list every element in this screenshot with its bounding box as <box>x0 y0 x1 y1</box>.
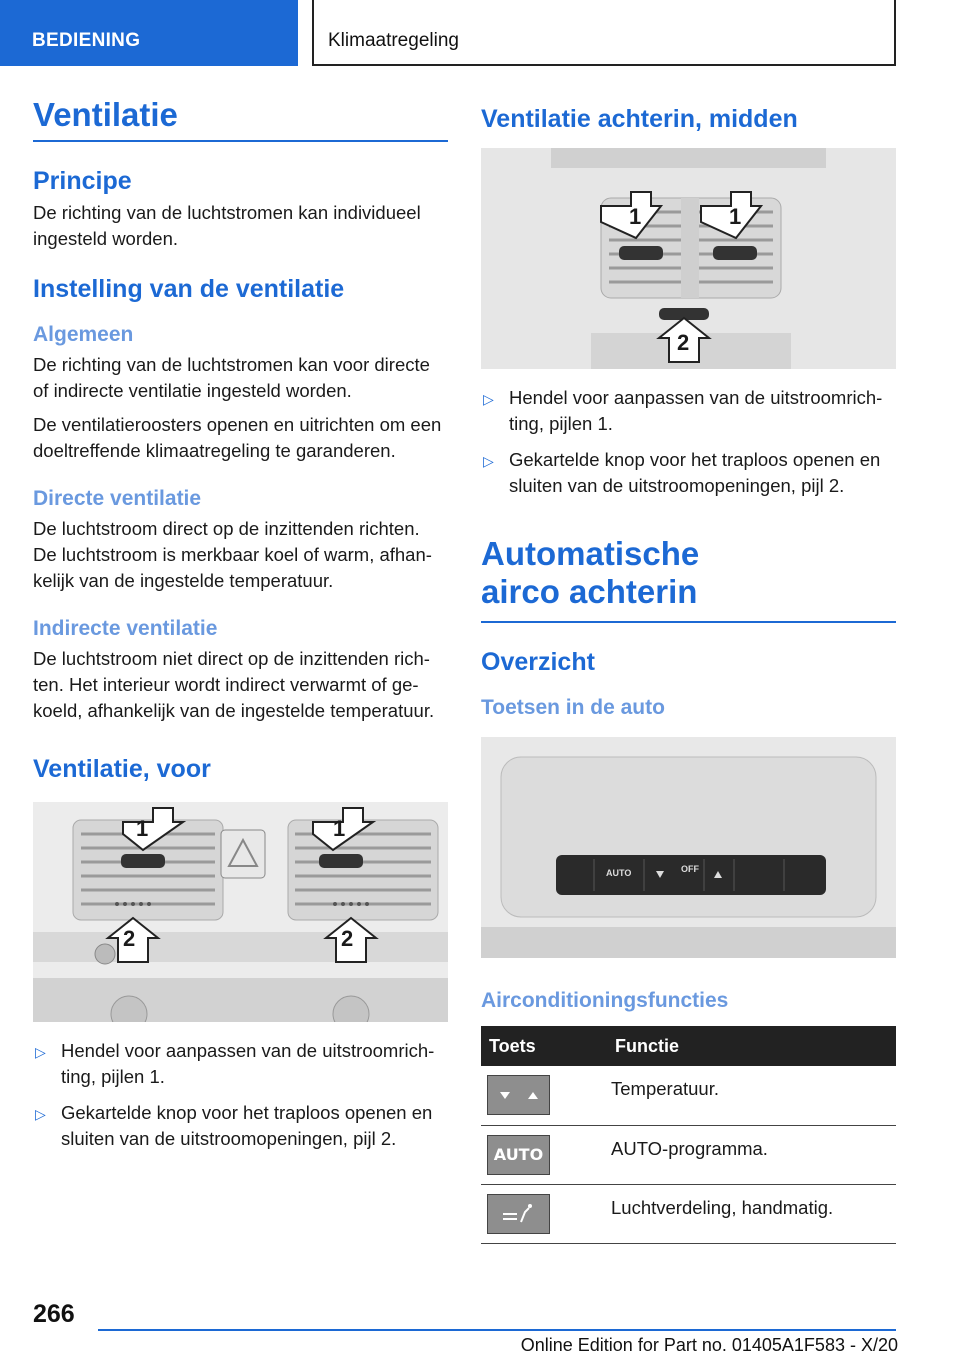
triangle-bullet-icon: ▷ <box>35 1044 46 1060</box>
front-vent-list <box>33 1038 448 1152</box>
callout-1-right: 1 <box>333 816 346 841</box>
rear-vent-list <box>481 385 896 499</box>
rear-control-panel-image <box>481 737 896 958</box>
function-cell: AUTO-programma. <box>603 1125 896 1184</box>
buttons-heading: Toetsen in de auto <box>481 696 665 719</box>
principle-text: De richting van de luchtstromen kan individueel ingesteld worden. <box>33 202 421 249</box>
auto-airco-title: Automatische airco achterin <box>481 535 700 610</box>
auto-panel-label: AUTO <box>606 868 632 878</box>
function-cell: Temperatuur. <box>603 1066 896 1125</box>
callout-1-right: 1 <box>729 204 742 229</box>
chapter-title: Klimaatregeling <box>312 0 896 66</box>
overview-heading: Overzicht <box>481 648 595 676</box>
temperature-arrows-icon <box>487 1075 550 1115</box>
list-item: ▷ Gekartelde knop voor het traploos openen en sluiten van de uitstroomopeningen, pijl 2. <box>35 1102 433 1149</box>
off-panel-label: OFF <box>681 864 699 874</box>
general-text-1: De richting van de luchtstromen kan voor directe of indirecte ventilatie ingesteld worden. <box>33 354 430 401</box>
indirect-text: De luchtstroom niet direct op de inzittenden rich-ten. Het interieur wordt indirect verwarmt of ge-koeld, afhankelijk van de ingestelde temperatuur. <box>33 648 435 721</box>
list-item: ▷ Gekartelde knop voor het traploos openen en sluiten van de uitstroomopeningen, pijl 2. <box>483 449 881 496</box>
direct-heading: Directe ventilatie <box>33 487 202 510</box>
principle-heading: Principe <box>33 167 132 195</box>
table-row <box>481 1125 896 1184</box>
function-table <box>481 1026 896 1244</box>
page-title: Ventilatie <box>33 96 448 142</box>
col-function-header: Functie <box>603 1026 896 1066</box>
page-number: 266 <box>33 1300 75 1328</box>
callout-2: 2 <box>677 330 690 355</box>
air-distribution-icon <box>487 1194 550 1234</box>
triangle-bullet-icon: ▷ <box>483 391 494 407</box>
functions-heading: Airconditioningsfuncties <box>481 989 729 1012</box>
section-tab: BEDIENING <box>0 0 298 66</box>
triangle-bullet-icon: ▷ <box>483 453 494 469</box>
setting-heading: Instelling van de ventilatie <box>33 275 345 303</box>
list-item: ▷ Hendel voor aanpassen van de uitstroomrich-ting, pijlen 1. <box>483 387 883 434</box>
front-vents-image <box>33 802 448 1022</box>
function-cell: Luchtverdeling, handmatig. <box>603 1184 896 1243</box>
callout-1-left: 1 <box>629 204 642 229</box>
rear-vents-image <box>481 148 896 369</box>
direct-text: De luchtstroom direct op de inzittenden richten. De luchtstroom is merkbaar koel of warm, afhan-kelijk van de ingestelde temperatuur. <box>33 518 432 591</box>
general-text-2: De ventilatieroosters openen en uitrichten om een doeltreffende klimaatregeling te garanderen. <box>33 414 442 461</box>
edition-text: Online Edition for Part no. 01405A1F583 - X/20 <box>520 1335 898 1355</box>
auto-key-icon: AUTO <box>487 1135 550 1175</box>
triangle-bullet-icon: ▷ <box>35 1106 46 1122</box>
table-row <box>481 1066 896 1125</box>
indirect-heading: Indirecte ventilatie <box>33 617 218 640</box>
general-heading: Algemeen <box>33 323 134 346</box>
table-row <box>481 1184 896 1243</box>
footer-divider <box>98 1329 896 1331</box>
right-column <box>481 104 896 1244</box>
callout-2-left: 2 <box>123 926 136 951</box>
callout-1-left: 1 <box>136 816 149 841</box>
front-ventilation-heading: Ventilatie, voor <box>33 755 211 783</box>
col-key-header: Toets <box>481 1026 603 1066</box>
callout-2-right: 2 <box>341 926 354 951</box>
list-item: ▷ Hendel voor aanpassen van de uitstroomrich-ting, pijlen 1. <box>35 1040 435 1087</box>
left-column <box>33 96 448 1162</box>
rear-ventilation-heading: Ventilatie achterin, midden <box>481 105 798 133</box>
